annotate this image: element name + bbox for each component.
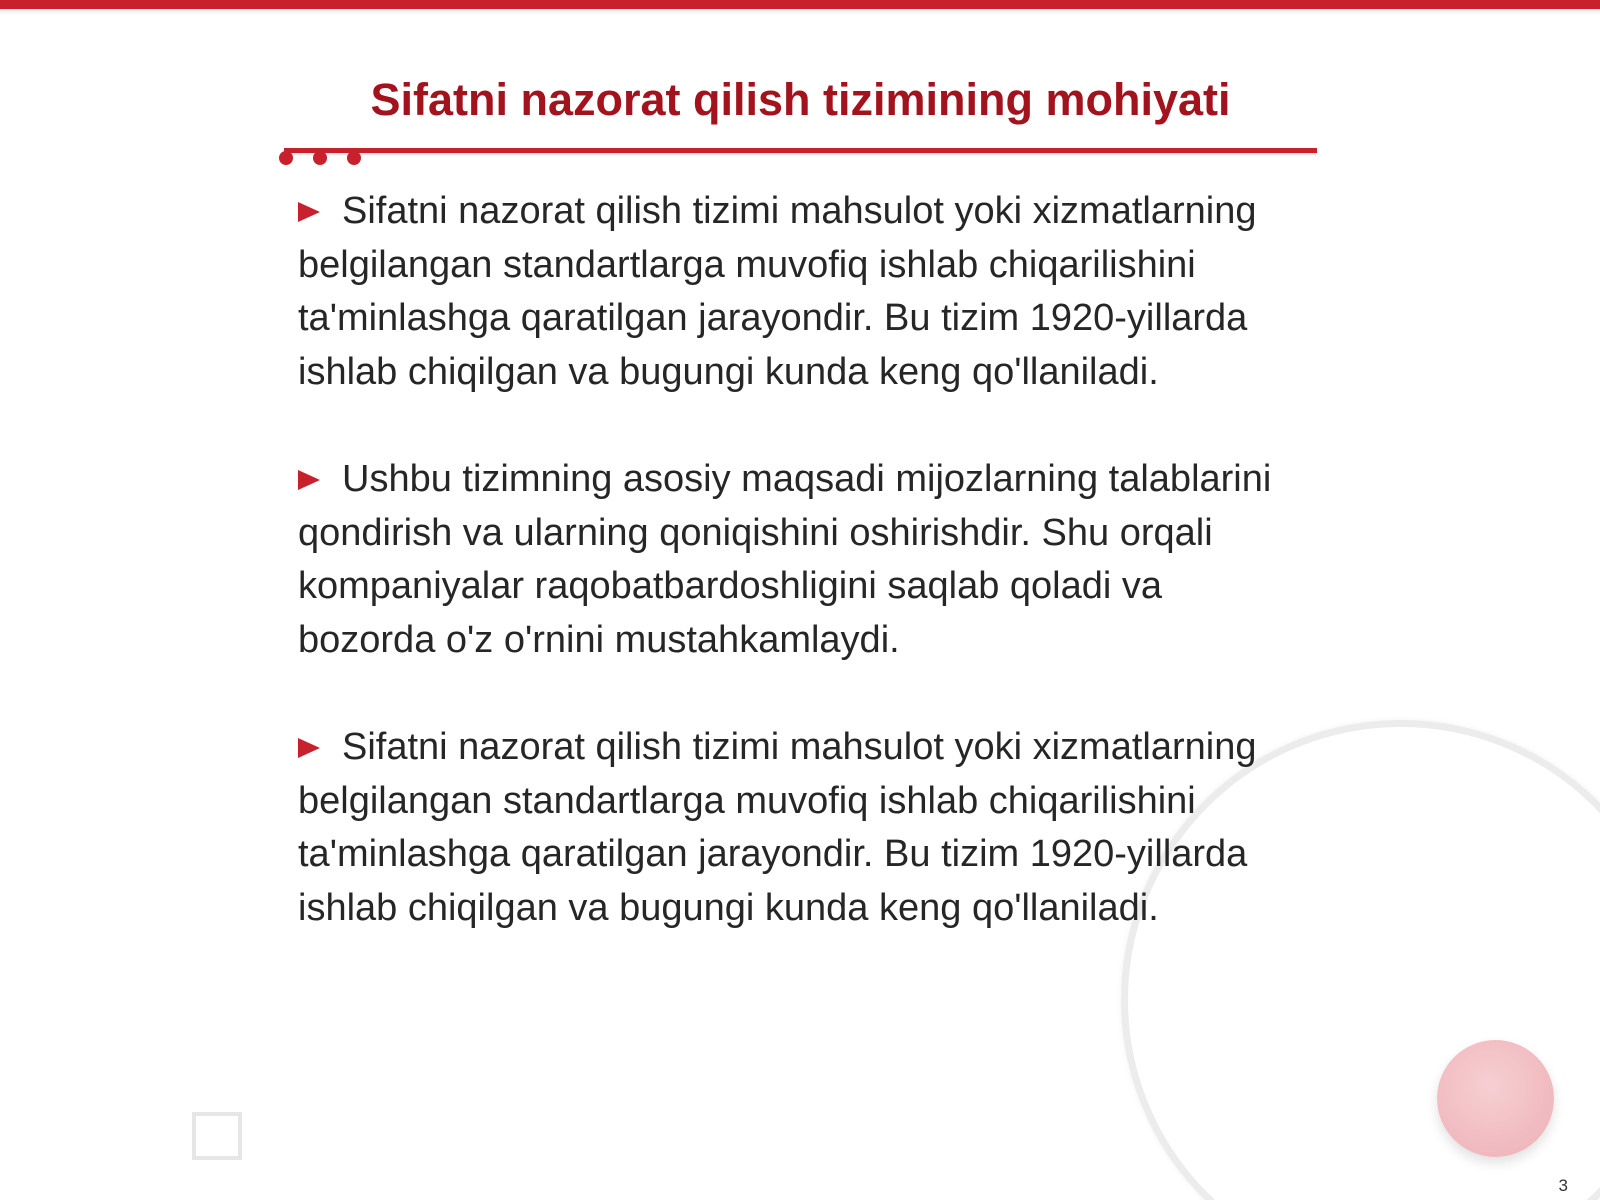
bullet-paragraph (298, 721, 1308, 935)
slide-title: Sifatni nazorat qilish tizimining mohiyati (370, 74, 1231, 125)
title-dot (313, 151, 327, 165)
decorative-pink-circle (1437, 1040, 1554, 1157)
triangle-right-icon (298, 470, 320, 490)
top-bar-shadow (0, 9, 1600, 15)
title-underline (284, 148, 1317, 153)
bullet-paragraph (298, 185, 1308, 399)
slide-body (298, 185, 1308, 989)
title-dot (347, 151, 361, 165)
decorative-square (192, 1112, 242, 1160)
title-dot (279, 151, 293, 165)
paragraph-text: Sifatni nazorat qilish tizimi mahsulot yoki xizmatlarning belgilangan standartlarga muvofiq ishlab chiqarilishini ta'minlashga qaratilgan jarayondir. Bu tizim 1920-yillarda ishlab chiqilgan va bugungi kunda keng qo'llaniladi. (298, 726, 1257, 929)
paragraph-text: Ushbu tizimning asosiy maqsadi mijozlarning talablarini qondirish va ularning qoniqishini oshirishdir. Shu orqali kompaniyalar raqobatbardoshligini saqlab qoladi va bozorda o'z o'rnini mustahkamlaydi. (298, 458, 1272, 661)
page-number: 3 (1558, 1176, 1568, 1195)
paragraph-text: Sifatni nazorat qilish tizimi mahsulot yoki xizmatlarning belgilangan standartlarga muvofiq ishlab chiqarilishini ta'minlashga qaratilgan jarayondir. Bu tizim 1920-yillarda ishlab chiqilgan va bugungi kunda keng qo'llaniladi. (298, 190, 1257, 393)
bullet-paragraph (298, 453, 1308, 667)
top-accent-bar (0, 0, 1600, 9)
triangle-right-icon (298, 202, 320, 222)
triangle-right-icon (298, 738, 320, 758)
